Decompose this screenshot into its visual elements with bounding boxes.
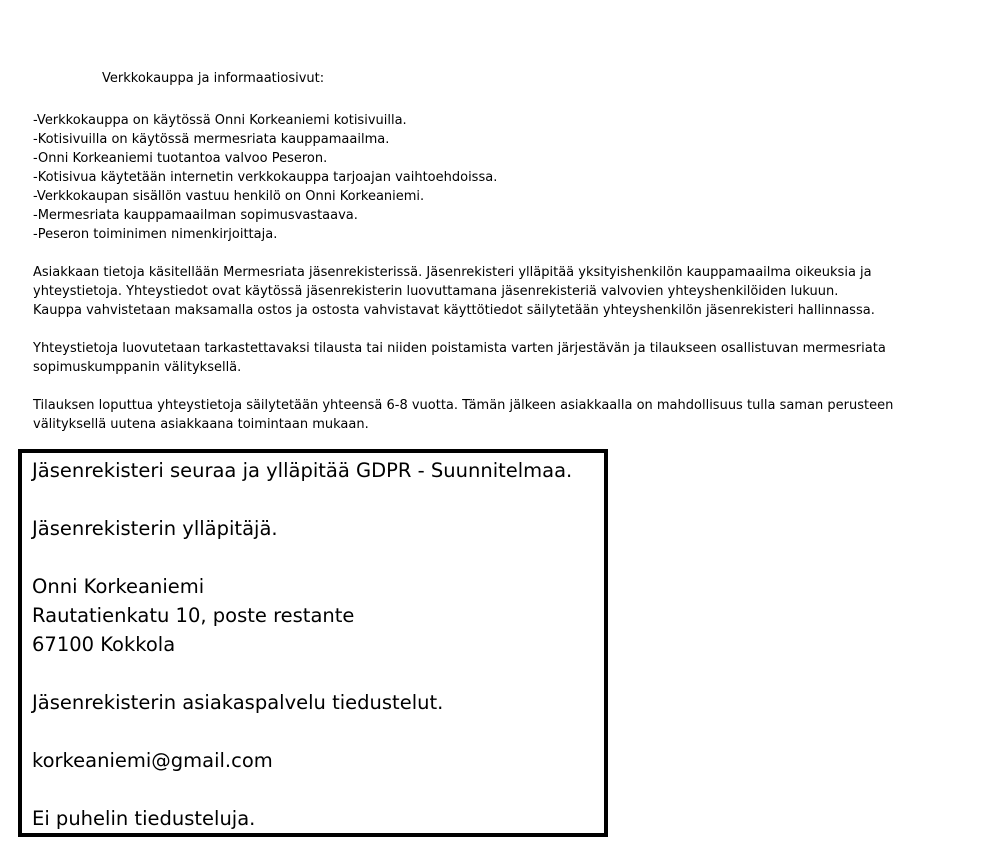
paragraph-line: Tilauksen loputtua yhteystietoja säilytetään yhteensä 6-8 vuotta. Tämän jälkeen asiakkaalla on mahdollisuus tulla saman perusteen (33, 398, 894, 413)
bullet-item: -Verkkokauppa on käytössä Onni Korkeaniemi kotisivuilla. (33, 113, 407, 128)
register-info-box (18, 449, 608, 837)
paragraph-line: Yhteystietoja luovutetaan tarkastettavaksi tilausta tai niiden poistamista varten järjestävän ja tilaukseen osallistuvan mermesriata (33, 341, 886, 356)
paragraph-line: yhteystietoja. Yhteystiedot ovat käytössä jäsenrekisterin luovuttamana jäsenrekisteriä valvovien yhteyshenkilöiden lukuun. (33, 284, 839, 299)
paragraph-customer-data (33, 263, 953, 320)
paragraph-line: sopimuskumppanin välityksellä. (33, 360, 242, 375)
paragraph-line: Kauppa vahvistetaan maksamalla ostos ja ostosta vahvistavat käyttötiedot säilytetään yhteyshenkilön jäsenrekisteri hallinnassa. (33, 303, 875, 318)
contact-email: korkeaniemi@gmail.com (32, 749, 273, 772)
paragraph-retention (33, 396, 953, 434)
maintainer-street: Rautatienkatu 10, poste restante (32, 604, 355, 627)
bullet-item: -Kotisivuilla on käytössä mermesriata kauppamaailma. (33, 132, 390, 147)
maintainer-name: Onni Korkeaniemi (32, 575, 205, 598)
gdpr-statement: Jäsenrekisteri seuraa ja ylläpitää GDPR - Suunnitelmaa. (32, 459, 573, 482)
paragraph-line: Asiakkaan tietoja käsitellään Mermesriata jäsenrekisterissä. Jäsenrekisteri ylläpitää yksityishenkilön kauppamaailma oikeuksia ja (33, 265, 872, 280)
document-heading: Verkkokauppa ja informaatiosivut: (102, 71, 325, 86)
bullet-item: -Mermesriata kauppamaailman sopimusvastaava. (33, 208, 358, 223)
paragraph-line: välityksellä uutena asiakkaana toimintaan mukaan. (33, 417, 369, 432)
paragraph-disclosure (33, 339, 953, 377)
register-info-text (32, 456, 572, 833)
phone-note: Ei puhelin tiedusteluja. (32, 807, 256, 830)
bullet-list (33, 111, 953, 244)
maintainer-label: Jäsenrekisterin ylläpitäjä. (32, 517, 278, 540)
bullet-item: -Kotisivua käytetään internetin verkkokauppa tarjoajan vaihtoehdoissa. (33, 170, 498, 185)
bullet-item: -Peseron toiminimen nimenkirjoittaja. (33, 227, 278, 242)
document-body (33, 111, 953, 434)
service-label: Jäsenrekisterin asiakaspalvelu tiedustelut. (32, 691, 444, 714)
maintainer-city: 67100 Kokkola (32, 633, 176, 656)
bullet-item: -Verkkokaupan sisällön vastuu henkilö on Onni Korkeaniemi. (33, 189, 425, 204)
bullet-item: -Onni Korkeaniemi tuotantoa valvoo Peseron. (33, 151, 328, 166)
